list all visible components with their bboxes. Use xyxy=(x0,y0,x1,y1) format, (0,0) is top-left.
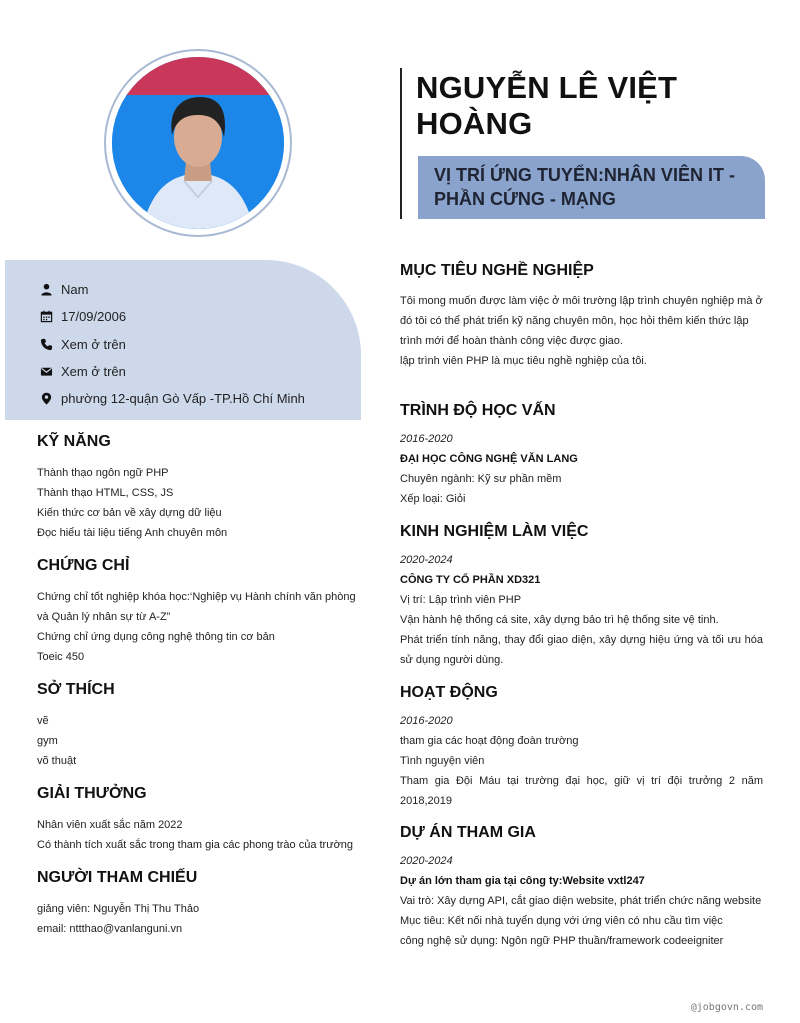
address-value: phường 12-quận Gò Vấp -TP.Hồ Chí Minh xyxy=(61,391,305,407)
education-school: ĐẠI HỌC CÔNG NGHỆ VĂN LANG xyxy=(400,453,578,465)
certificates-title: CHỨNG CHỈ xyxy=(37,557,130,574)
certificate-item: Toeic 450 xyxy=(37,651,85,663)
profile-photo-frame xyxy=(104,49,292,237)
activities-period: 2016-2020 xyxy=(400,715,453,727)
experience-role: Vị trí: Lập trình viên PHP xyxy=(400,594,522,606)
award-item: Nhân viên xuất sắc năm 2022 xyxy=(37,819,183,831)
gender-value: Nam xyxy=(61,282,89,298)
projects-title: DỰ ÁN THAM GIA xyxy=(400,824,536,841)
education-title: TRÌNH ĐỘ HỌC VẤN xyxy=(400,402,556,419)
education-grade: Xếp loại: Giỏi xyxy=(400,493,466,505)
email-value: Xem ở trên xyxy=(61,364,126,380)
education-period: 2016-2020 xyxy=(400,433,453,445)
contact-panel xyxy=(5,260,361,420)
hobbies-title: SỞ THÍCH xyxy=(37,681,115,698)
experience-company: CÔNG TY CỔ PHẦN XD321 xyxy=(400,574,541,586)
education-section xyxy=(400,401,763,509)
phone-value: Xem ở trên xyxy=(61,336,126,352)
award-item: Có thành tích xuất sắc trong tham gia các phong trào của trường xyxy=(37,839,354,851)
projects-section xyxy=(400,823,763,951)
contact-gender xyxy=(39,276,361,303)
contact-email xyxy=(39,358,361,385)
position-banner xyxy=(418,156,765,219)
person-icon xyxy=(39,283,53,297)
project-tech: công nghệ sử dụng: Ngôn ngữ PHP thuần/framework codeeigniter xyxy=(400,935,724,947)
certificate-item: Chứng chỉ ứng dụng công nghệ thông tin cơ bản xyxy=(37,631,275,643)
activity-item: Tham gia Đội Máu tại trường đại học, giữ vị trí đội trưởng 2 năm 2018,2019 xyxy=(400,775,763,807)
project-name: Dự án lớn tham gia tại công ty:Website vxtl247 xyxy=(400,875,645,887)
objective-text: lập trình viên PHP là mục tiêu nghề nghiệp của tôi. xyxy=(400,355,647,367)
hobbies-section xyxy=(37,680,367,784)
experience-period: 2020-2024 xyxy=(400,554,453,566)
experience-task: Phát triển tính năng, thay đổi giao diện, xây dựng hiệu ứng và tối ưu hóa sử dụng người dùng. xyxy=(400,634,763,666)
hobby-item: võ thuật xyxy=(37,755,77,767)
reference-item: giảng viên: Nguyễn Thị Thu Thảo xyxy=(37,903,200,915)
projects-period: 2020-2024 xyxy=(400,855,453,867)
phone-icon xyxy=(39,337,53,351)
left-column xyxy=(37,432,367,939)
skills-title: KỸ NĂNG xyxy=(37,433,111,450)
envelope-icon xyxy=(39,365,53,379)
skill-item: Kiến thức cơ bản về xây dựng dữ liệu xyxy=(37,507,222,519)
activities-section xyxy=(400,683,763,811)
reference-item: email: nttthao@vanlanguni.vn xyxy=(37,923,183,935)
birthday-value: 17/09/2006 xyxy=(61,309,127,325)
contact-birthday xyxy=(39,303,361,330)
skill-item: Đọc hiểu tài liệu tiếng Anh chuyên môn xyxy=(37,527,228,539)
contact-phone xyxy=(39,331,361,358)
objective-section xyxy=(400,261,763,371)
applied-position: VỊ TRÍ ỨNG TUYỂN:NHÂN VIÊN IT - PHẦN CỨNG - MẠNG xyxy=(434,165,735,209)
project-goal: Mục tiêu: Kết nối nhà tuyển dụng với ứng viên có nhu cầu tìm việc xyxy=(400,915,723,927)
profile-photo xyxy=(112,57,284,229)
skills-section xyxy=(37,432,367,556)
hobby-item: gym xyxy=(37,735,58,747)
activity-item: Tình nguyện viên xyxy=(400,755,485,767)
activity-item: tham gia các hoạt động đoàn trường xyxy=(400,735,579,747)
experience-task: Vận hành hệ thống cá site, xây dựng bảo trì hệ thống site vệ tinh. xyxy=(400,614,719,626)
project-role: Vai trò: Xây dựng API, cắt giao diện website, phát triển chức năng website xyxy=(400,895,762,907)
hobby-item: vẽ xyxy=(37,715,49,727)
watermark: @jobgovn.com xyxy=(690,1002,763,1013)
header-block xyxy=(400,68,763,219)
references-section xyxy=(37,868,367,939)
certificates-section xyxy=(37,556,367,680)
skill-item: Thành thạo ngôn ngữ PHP xyxy=(37,467,169,479)
experience-section xyxy=(400,522,763,670)
references-title: NGƯỜI THAM CHIẾU xyxy=(37,869,198,886)
objective-text: Tôi mong muốn được làm việc ở môi trường lập trình chuyên nghiệp mà ở đó tôi có thể phát triển kỹ năng chuyên môn, học hỏi thêm kiến thức lập trình mới để hoàn thành công việc được giao. xyxy=(400,295,763,347)
experience-title: KINH NGHIỆM LÀM VIỆC xyxy=(400,523,589,540)
awards-title: GIẢI THƯỞNG xyxy=(37,785,147,802)
skill-item: Thành thạo HTML, CSS, JS xyxy=(37,487,174,499)
activities-title: HOẠT ĐỘNG xyxy=(400,684,498,701)
certificate-item: Chứng chỉ tốt nghiệp khóa học:‘Nghiệp vụ Hành chính văn phòng và Quản lý nhân sự từ A-Z” xyxy=(37,591,356,623)
awards-section xyxy=(37,784,367,868)
location-pin-icon xyxy=(39,392,53,406)
calendar-icon xyxy=(39,310,53,324)
contact-address xyxy=(39,385,361,412)
objective-title: MỤC TIÊU NGHỀ NGHIỆP xyxy=(400,262,594,279)
education-major: Chuyên ngành: Kỹ sư phần mềm xyxy=(400,473,562,485)
candidate-name: NGUYỄN LÊ VIỆT HOÀNG xyxy=(416,70,678,141)
